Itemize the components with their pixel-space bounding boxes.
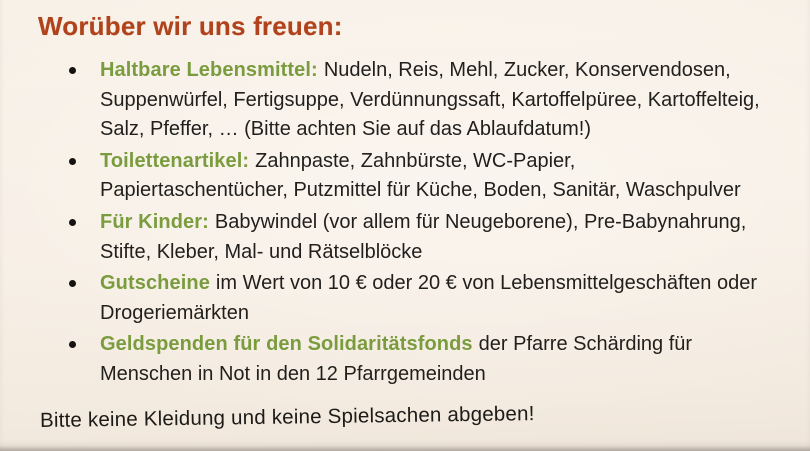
bullet-icon [69, 341, 76, 348]
item-category-label: Haltbare Lebensmittel: [100, 59, 318, 81]
item-category-label: Geldspenden für den Solidaritätsfonds [100, 333, 473, 356]
donation-wish-list [66, 56, 760, 392]
item-description: Babywindel (vor allem für Neugeborene), Pre-Babynahrung, Stifte, Kleber, Mal- und Rätselblöcke [100, 210, 747, 263]
footer-note: Bitte keine Kleidung und keine Spielsachen abgeben! [39, 402, 535, 432]
item-category-label: Gutscheine [100, 272, 210, 295]
item-description: Zahnpaste, Zahnbürste, WC-Papier, Papiertaschentücher, Putzmittel für Küche, Boden, Sanitär, Waschpulver [100, 149, 741, 202]
list-item-haltbare-lebensmittel [66, 56, 760, 145]
item-category-label: Für Kinder: [100, 210, 209, 233]
page-title: Worüber wir uns freuen: [38, 11, 343, 41]
bullet-icon [69, 67, 76, 74]
list-item-gutscheine [66, 269, 760, 328]
list-item-geldspenden [66, 330, 760, 389]
bullet-icon [69, 280, 76, 287]
bullet-icon [69, 219, 76, 226]
item-description: der Pfarre Schärding für Menschen in Not in den 12 Pfarrgemeinden [100, 333, 693, 385]
bullet-icon [69, 158, 76, 165]
list-item-toilettenartikel [66, 147, 760, 206]
list-item-fuer-kinder [66, 208, 760, 267]
item-category-label: Toilettenartikel: [100, 149, 250, 172]
item-description: im Wert von 10 € oder 20 € von Lebensmittelgeschäften oder Drogeriemärkten [100, 272, 757, 324]
item-description: Nudeln, Reis, Mehl, Zucker, Konservendosen, Suppenwürfel, Fertigsuppe, Verdünnungssaft, Kartoffelpüree, Kartoffelteig, Salz, Pfeffer, … (Bitte achten Sie auf das Ablaufdatum!) [100, 59, 760, 141]
